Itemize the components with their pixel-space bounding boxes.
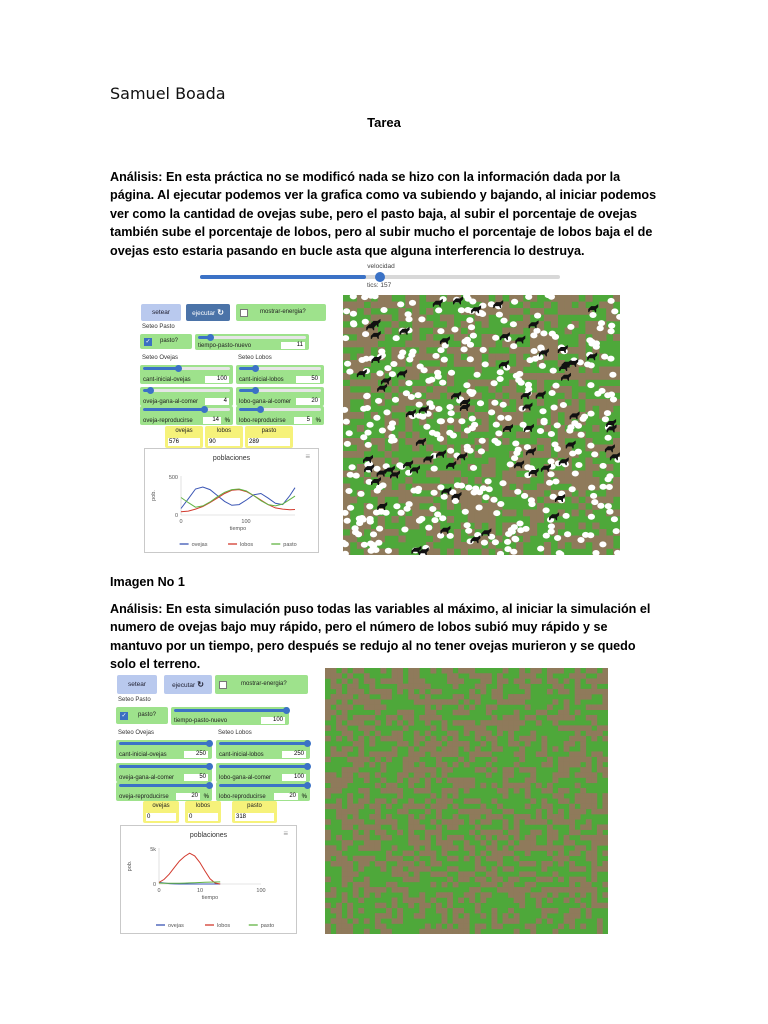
setup-button[interactable]: setear	[117, 675, 157, 694]
speed-slider-fill	[200, 275, 366, 279]
forever-icon: ↻	[197, 680, 204, 689]
grass-section-label: Seteo Pasto	[118, 697, 151, 703]
slider-name: oveja-reproducirse	[143, 418, 193, 424]
slider-cant-inicial-lobos[interactable]	[236, 365, 324, 384]
monitor-ovejas	[143, 801, 179, 823]
x-tick-label: 0	[179, 519, 183, 525]
grass-section-label: Seteo Pasto	[142, 324, 175, 330]
slider-value: 20	[274, 793, 298, 800]
netlogo-model-2	[114, 668, 608, 934]
y-tick-label: 0	[152, 882, 156, 888]
slider-name: cant-inicial-ovejas	[119, 752, 167, 758]
go-button-label: ejecutar	[192, 310, 216, 317]
wolf-section-label: Seteo Lobos	[238, 355, 272, 361]
slider-track[interactable]	[219, 765, 307, 768]
slider-lobo-gana-al-comer[interactable]	[216, 763, 310, 782]
monitor-lobos	[185, 801, 221, 823]
slider-cant-inicial-ovejas[interactable]	[116, 740, 212, 759]
slider-name: oveja-gana-al-comer	[143, 399, 199, 405]
grass-switch-label: pasto?	[138, 712, 157, 718]
monitor-lobos	[205, 426, 243, 448]
go-button[interactable]	[186, 304, 230, 321]
author-name: Samuel Boada	[110, 84, 226, 103]
slider-oveja-gana-al-comer[interactable]	[140, 387, 233, 406]
slider-track[interactable]	[239, 408, 321, 411]
slider-value: 14	[203, 417, 221, 424]
series-line-lobos	[181, 490, 295, 512]
populations-plot	[120, 825, 297, 934]
legend-label: ovejas	[168, 923, 184, 929]
monitor-label: pasto	[247, 803, 262, 809]
slider-fill	[143, 367, 178, 370]
slider-value: 250	[184, 751, 208, 758]
analysis-paragraph-2: Análisis: En esta simulación puso todas las variables al máximo, al iniciar la simulación el numero de ovejas bajo muy rápido, pero el número de lobos subió muy rápido y se mantuvo por un tiempo, pero después se redujo al no tener ovejas murieron y se quedo solo el terreno.	[110, 602, 651, 672]
slider-name: tiempo-pasto-nuevo	[174, 718, 228, 724]
slider-thumb[interactable]	[304, 740, 311, 747]
slider-thumb[interactable]	[252, 365, 259, 372]
slider-value: 20	[176, 793, 200, 800]
monitor-pasto	[232, 801, 277, 823]
slider-name: oveja-reproducirse	[119, 794, 169, 800]
plot-title: poblaciones	[189, 832, 228, 839]
show-energy-label: mostrar-energia?	[241, 681, 287, 687]
show-energy-checkbox[interactable]	[240, 309, 248, 317]
netlogo-model-1	[138, 303, 620, 555]
legend-label: ovejas	[191, 542, 208, 548]
setup-button[interactable]: setear	[141, 304, 181, 321]
slider-thumb[interactable]	[147, 387, 154, 394]
y-axis-label: pob.	[127, 860, 133, 872]
slider-oveja-reproducirse[interactable]	[116, 782, 212, 801]
legend-label: pasto	[260, 923, 275, 929]
forever-icon: ↻	[217, 308, 224, 317]
slider-name: lobo-reproducirse	[239, 418, 286, 424]
slider-name: oveja-gana-al-comer	[119, 775, 175, 781]
monitor-label: lobos	[195, 803, 211, 809]
slider-unit: %	[315, 418, 321, 424]
slider-fill	[219, 784, 307, 787]
slider-thumb[interactable]	[304, 763, 311, 770]
slider-unit: %	[301, 794, 307, 800]
legend-label: pasto	[283, 542, 297, 548]
slider-track[interactable]	[174, 709, 286, 712]
slider-value: 100	[282, 774, 306, 781]
plot-title: poblaciones	[212, 455, 251, 462]
slider-value: 100	[205, 376, 229, 383]
slider-value: 11	[281, 342, 305, 349]
world-view	[343, 295, 620, 555]
slider-track[interactable]	[143, 367, 230, 370]
wolf-section-label: Seteo Lobos	[218, 730, 252, 736]
slider-fill	[219, 742, 307, 745]
x-axis-label: tiempo	[201, 895, 219, 901]
slider-thumb[interactable]	[175, 365, 182, 372]
slider-name: lobo-gana-al-comer	[219, 775, 272, 781]
ticks-readout: tics: 157	[367, 282, 392, 289]
slider-oveja-gana-al-comer[interactable]	[116, 763, 212, 782]
grass-switch[interactable]	[140, 334, 192, 349]
slider-fill	[174, 709, 286, 712]
speed-slider[interactable]	[200, 275, 560, 279]
speed-control[interactable]	[200, 263, 562, 295]
slider-name: lobo-reproducirse	[219, 794, 266, 800]
slider-track[interactable]	[119, 765, 209, 768]
slider-thumb[interactable]	[206, 763, 213, 770]
monitor-value: 0	[188, 813, 218, 821]
x-tick-label: 100	[241, 519, 251, 525]
show-energy-label: mostrar-energia?	[260, 309, 306, 315]
slider-track[interactable]	[198, 336, 306, 339]
slider-value: 250	[282, 751, 306, 758]
monitor-value: 289	[248, 438, 290, 446]
checkbox-checked-icon[interactable]: ✓	[145, 339, 151, 345]
monitor-pasto	[245, 426, 293, 448]
slider-fill	[143, 408, 204, 411]
slider-value: 50	[184, 774, 208, 781]
slider-value: 5	[294, 417, 312, 424]
slider-lobo-reproducirse[interactable]	[216, 782, 310, 801]
slider-oveja-reproducirse[interactable]	[140, 406, 233, 425]
analysis-paragraph-1: Análisis: En esta práctica no se modificó nada se hizo con la información dada por la página. Al ejecutar podemos ver la grafica como va subiendo y bajando, al iniciar podemos ver como la cantidad de ovejas sube, pero el pasto baja, al subir el porcentaje de ovejas también sube el porcentaje de lobos, pero al subir mucho el porcentaje de lobos baja el de ovejas esto estaria pasando en bucle asta que alguna interferencia lo destruya.	[110, 170, 657, 258]
go-button-label: ejecutar	[172, 682, 196, 689]
slider-thumb[interactable]	[206, 782, 213, 789]
document-title: Tarea	[367, 115, 401, 130]
world-patches	[325, 668, 608, 934]
slider-name: cant-inicial-lobos	[239, 377, 284, 383]
slider-unit: %	[203, 794, 209, 800]
sheep-section-label: Seteo Ovejas	[142, 355, 179, 361]
plot-menu-icon[interactable]: ≡	[283, 829, 288, 838]
world-view	[325, 668, 608, 934]
legend-label: lobos	[217, 923, 231, 929]
slider-lobo-reproducirse[interactable]	[236, 406, 324, 425]
monitor-value: 0	[146, 813, 176, 821]
slider-thumb[interactable]	[257, 406, 264, 413]
slider-lobo-gana-al-comer[interactable]	[236, 387, 324, 406]
slider-name: lobo-gana-al-comer	[239, 399, 292, 405]
series-line-pasto	[159, 882, 220, 883]
speed-slider-thumb[interactable]	[375, 272, 385, 282]
slider-tiempo-pasto-nuevo[interactable]	[195, 334, 309, 350]
slider-track[interactable]	[119, 784, 209, 787]
monitor-label: lobos	[216, 428, 232, 434]
slider-fill	[119, 765, 209, 768]
slider-thumb[interactable]	[252, 387, 259, 394]
slider-track[interactable]	[239, 367, 321, 370]
monitor-label: ovejas	[175, 428, 193, 434]
slider-track[interactable]	[119, 742, 209, 745]
monitor-value: 90	[208, 438, 240, 446]
image-caption: Imagen No 1	[110, 575, 185, 589]
slider-value: 4	[205, 398, 229, 405]
slider-fill	[119, 784, 209, 787]
x-axis-label: tiempo	[229, 526, 247, 532]
slider-thumb[interactable]	[283, 707, 290, 714]
grass-switch[interactable]	[116, 707, 168, 724]
slider-fill	[219, 765, 307, 768]
slider-thumb[interactable]	[304, 782, 311, 789]
show-energy-checkbox[interactable]	[219, 681, 227, 689]
slider-track[interactable]	[239, 389, 321, 392]
monitor-label: ovejas	[152, 803, 170, 809]
y-tick-label: 500	[168, 475, 178, 481]
slider-thumb[interactable]	[201, 406, 208, 413]
slider-tiempo-pasto-nuevo[interactable]	[171, 707, 289, 725]
monitor-value: 318	[235, 813, 274, 821]
y-tick-label: 0	[174, 513, 178, 519]
slider-name: tiempo-pasto-nuevo	[198, 343, 252, 349]
slider-thumb[interactable]	[207, 334, 214, 341]
slider-track[interactable]	[219, 784, 307, 787]
slider-value: 50	[296, 376, 320, 383]
go-button[interactable]	[164, 675, 212, 694]
slider-fill	[119, 742, 209, 745]
x-tick-label: 10	[196, 888, 204, 894]
slider-unit: %	[224, 418, 230, 424]
legend-label: lobos	[240, 542, 254, 548]
slider-track[interactable]	[143, 389, 230, 392]
show-energy-switch[interactable]	[215, 675, 308, 694]
slider-value: 20	[296, 398, 320, 405]
checkbox-checked-icon[interactable]: ✓	[121, 713, 127, 719]
plot-menu-icon[interactable]: ≡	[305, 452, 310, 461]
slider-track[interactable]	[219, 742, 307, 745]
slider-track[interactable]	[143, 408, 230, 411]
show-energy-switch[interactable]	[236, 304, 326, 321]
slider-value: 100	[261, 717, 285, 724]
slider-cant-inicial-lobos[interactable]	[216, 740, 310, 759]
populations-plot	[144, 448, 319, 553]
monitor-label: pasto	[261, 428, 277, 434]
y-axis-label: pob.	[151, 490, 157, 501]
sheep-section-label: Seteo Ovejas	[118, 730, 155, 736]
monitor-ovejas	[165, 426, 203, 448]
slider-cant-inicial-ovejas[interactable]	[140, 365, 233, 384]
y-tick-label: 5k	[150, 847, 156, 853]
monitor-value: 576	[168, 438, 200, 446]
speed-label: velocidad	[367, 263, 395, 270]
x-tick-label: 0	[157, 888, 161, 894]
slider-name: cant-inicial-ovejas	[143, 377, 191, 383]
series-line-lobos	[159, 853, 220, 884]
x-tick-label: 100	[256, 888, 266, 894]
slider-name: cant-inicial-lobos	[219, 752, 264, 758]
slider-thumb[interactable]	[206, 740, 213, 747]
grass-switch-label: pasto?	[160, 338, 179, 344]
